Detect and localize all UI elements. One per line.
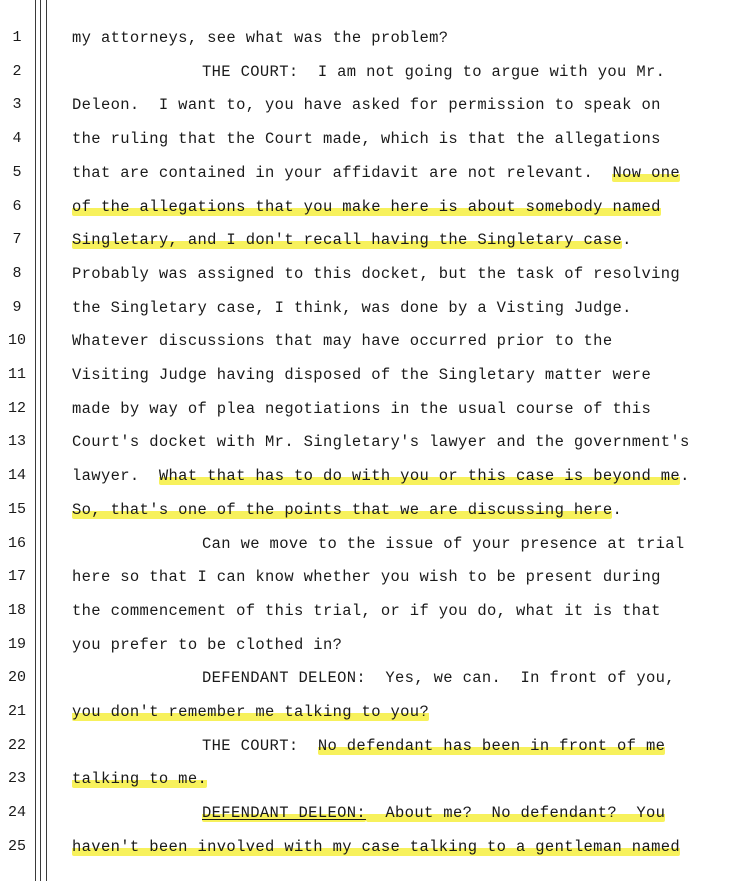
transcript-line bbox=[72, 264, 680, 284]
transcript-line bbox=[72, 702, 429, 722]
transcript-line bbox=[72, 769, 207, 789]
transcript-line bbox=[72, 331, 612, 351]
margin-rule-right bbox=[46, 0, 47, 881]
transcript-line bbox=[72, 432, 690, 452]
line-text: . bbox=[622, 231, 632, 250]
transcript-line bbox=[72, 399, 651, 419]
margin-rule-middle bbox=[40, 0, 41, 881]
line-text: made by way of plea negotiations in the usual course of this bbox=[72, 399, 652, 418]
transcript-line bbox=[72, 62, 665, 82]
transcript-line bbox=[72, 197, 661, 217]
line-text: Probably was assigned to this docket, but the task of resolving bbox=[72, 264, 681, 283]
transcript-line bbox=[72, 601, 661, 621]
line-number: 12 bbox=[7, 399, 26, 417]
line-number: 14 bbox=[7, 467, 26, 485]
line-number: 6 bbox=[12, 197, 22, 215]
transcript-line bbox=[72, 668, 675, 688]
highlighted-text: Singletary, and I don't recall having the Singletary case bbox=[72, 231, 623, 250]
highlighted-text: you don't remember me talking to you? bbox=[72, 703, 430, 721]
line-number: 23 bbox=[7, 770, 26, 788]
transcript-line bbox=[72, 736, 665, 756]
transcript-line bbox=[72, 129, 661, 149]
transcript-line bbox=[72, 534, 685, 554]
margin-rule-left bbox=[35, 0, 36, 881]
highlighted-text: So, that's one of the points that we are discussing here bbox=[72, 500, 613, 519]
highlighted-text: No defendant has been in front of me bbox=[317, 736, 666, 755]
line-text: THE COURT: I am not going to argue with you Mr. bbox=[202, 62, 666, 81]
line-number: 10 bbox=[7, 332, 26, 350]
line-number: 24 bbox=[7, 804, 26, 822]
highlighted-text: of the allegations that you make here is about somebody named bbox=[72, 197, 661, 216]
line-text: Visiting Judge having disposed of the Singletary matter were bbox=[72, 366, 652, 384]
highlighted-text: Now one bbox=[612, 163, 681, 182]
transcript-line bbox=[72, 95, 661, 115]
transcript-line bbox=[72, 635, 342, 655]
line-text: . bbox=[680, 467, 690, 486]
transcript-line bbox=[72, 28, 448, 48]
line-number: 4 bbox=[12, 130, 22, 148]
line-number: 17 bbox=[7, 568, 26, 586]
highlighted-text: About me? No defendant? You bbox=[366, 804, 666, 823]
line-text: DEFENDANT DELEON: Yes, we can. In front of you, bbox=[202, 669, 675, 688]
line-number: 20 bbox=[7, 669, 26, 687]
line-number: 13 bbox=[7, 433, 26, 451]
line-text: here so that I can know whether you wish to be present during bbox=[72, 568, 661, 587]
line-text: lawyer. bbox=[72, 467, 159, 486]
line-number: 18 bbox=[7, 601, 26, 619]
line-number: 19 bbox=[7, 635, 26, 653]
line-text: Court's docket with Mr. Singletary's lawyer and the government's bbox=[72, 433, 690, 452]
line-number: 11 bbox=[7, 366, 26, 383]
highlighted-text: DEFENDANT DELEON: bbox=[202, 804, 367, 823]
transcript-line bbox=[72, 567, 661, 587]
line-text: that are contained in your affidavit are not relevant. bbox=[72, 163, 613, 182]
line-number: 25 bbox=[7, 837, 26, 855]
transcript-line bbox=[72, 803, 665, 823]
line-number: 16 bbox=[7, 534, 26, 552]
highlighted-text: What that has to do with you or this case is beyond me bbox=[158, 467, 681, 486]
line-text: Can we move to the issue of your presence at trial bbox=[202, 534, 685, 553]
transcript-line bbox=[72, 230, 632, 250]
line-number: 15 bbox=[7, 500, 26, 518]
line-text: THE COURT: bbox=[202, 736, 318, 755]
transcript-line bbox=[72, 365, 651, 385]
transcript-line bbox=[72, 163, 680, 183]
line-number: 9 bbox=[12, 298, 22, 316]
line-number: 1 bbox=[12, 29, 22, 46]
line-text: Whatever discussions that may have occurred prior to the bbox=[72, 332, 613, 351]
line-text: the commencement of this trial, or if you do, what it is that bbox=[72, 601, 661, 620]
line-number: 22 bbox=[7, 736, 26, 754]
line-number: 8 bbox=[12, 264, 22, 282]
line-text: the Singletary case, I think, was done by a Visting Judge. bbox=[72, 298, 632, 317]
transcript-line bbox=[72, 298, 632, 318]
line-number: 21 bbox=[7, 703, 26, 720]
transcript-line bbox=[72, 466, 690, 486]
highlighted-text: haven't been involved with my case talking to a gentleman named bbox=[72, 837, 681, 856]
line-number: 3 bbox=[12, 96, 22, 114]
transcript-line bbox=[72, 837, 680, 857]
line-text: Deleon. I want to, you have asked for permission to speak on bbox=[72, 96, 661, 115]
line-number: 5 bbox=[12, 163, 22, 181]
line-number: 7 bbox=[12, 231, 22, 249]
line-text: my attorneys, see what was the problem? bbox=[72, 29, 449, 47]
line-number: 2 bbox=[12, 62, 22, 80]
transcript-line bbox=[72, 500, 622, 520]
line-text: the ruling that the Court made, which is that the allegations bbox=[72, 130, 661, 149]
line-text: you prefer to be clothed in? bbox=[72, 635, 343, 654]
line-text: . bbox=[612, 500, 623, 519]
highlighted-text: talking to me. bbox=[72, 770, 208, 789]
